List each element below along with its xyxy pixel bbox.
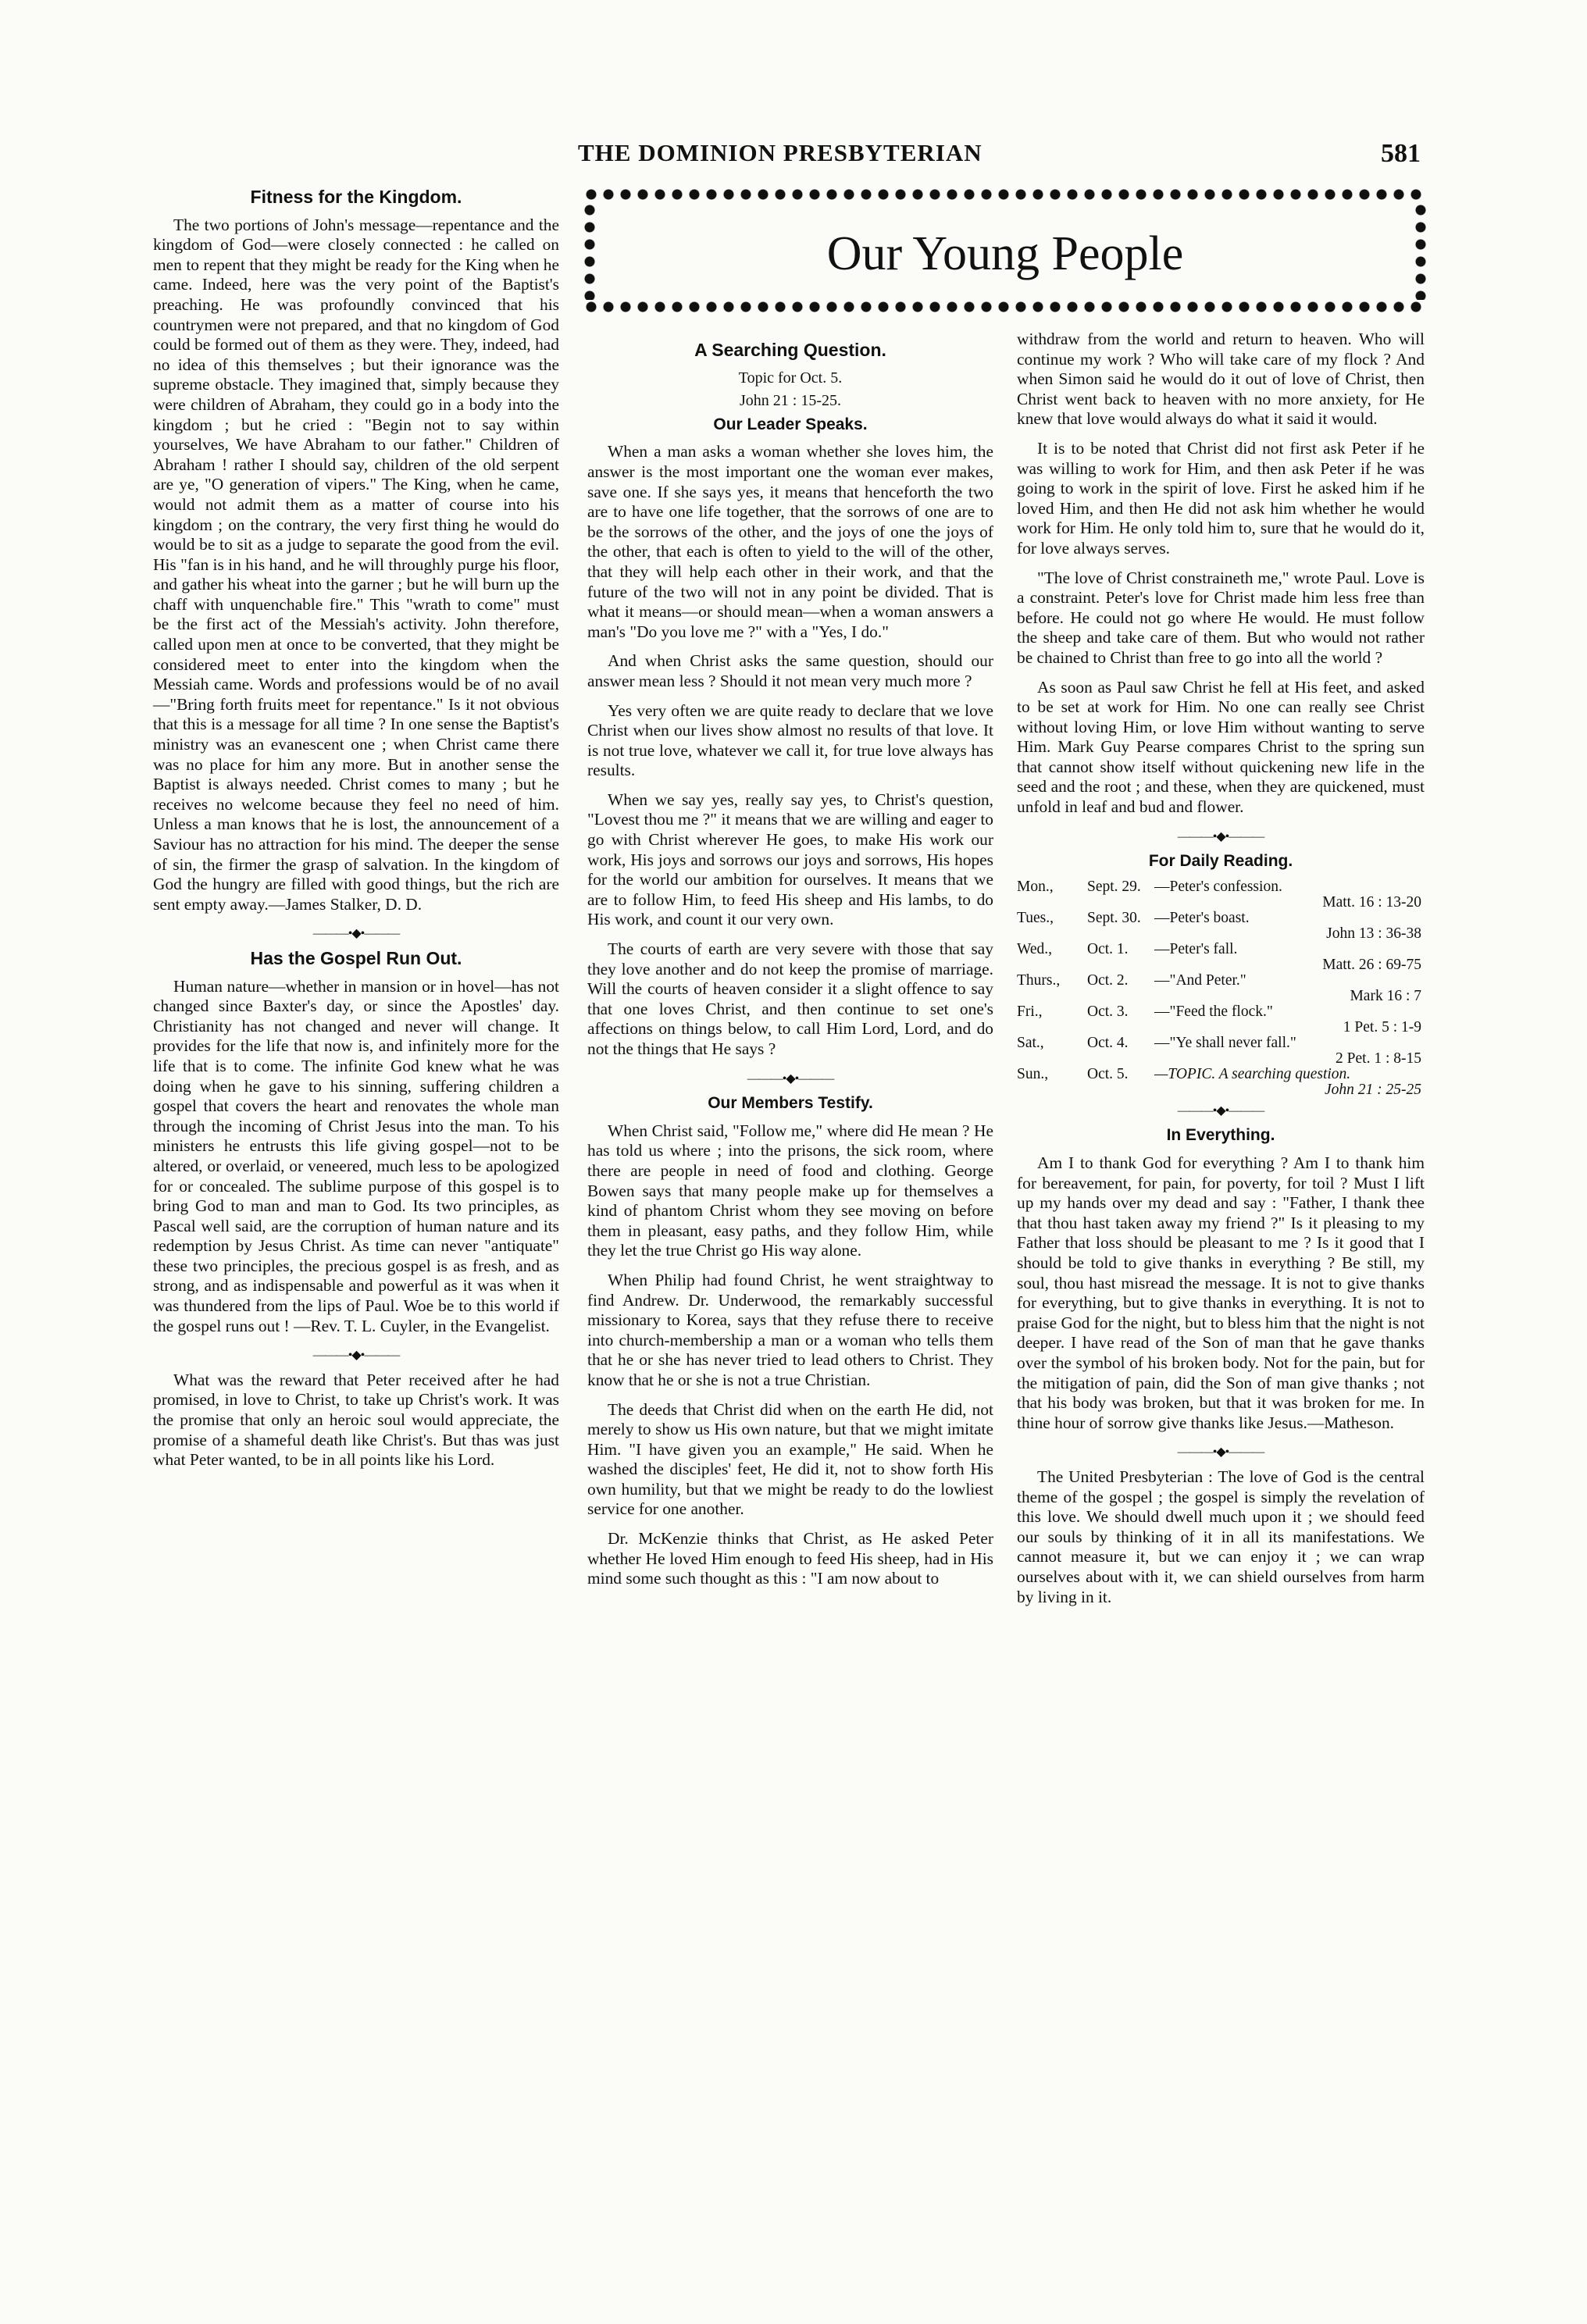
section-divider: ———•◆•——— <box>1177 1103 1264 1117</box>
table-row <box>1017 942 1425 957</box>
reading-day: Tues., <box>1017 909 1054 926</box>
banner-border-bottom <box>583 300 1428 314</box>
page-number: 581 <box>1381 139 1421 168</box>
column-left <box>153 184 559 1480</box>
reading-reference: 2 Pet. 1 : 8-15 <box>1336 1050 1421 1067</box>
reading-day: Sat., <box>1017 1034 1044 1051</box>
reading-reference: Mark 16 : 7 <box>1350 987 1421 1004</box>
reading-day: Sun., <box>1017 1065 1049 1082</box>
scripture-reference: John 21 : 15-25. <box>740 392 841 410</box>
article-paragraph: The courts of earth are very severe with those that say they love another and do not keep the promise of marriage. Will the courts of heaven consider it a slight offence to say that one loves Christ, and then continue to set one's affections on things below, to call Him Lord, Lord, and do not the things that He says ? <box>587 939 993 1058</box>
table-row <box>1017 879 1425 895</box>
subheading: Our Members Testify. <box>708 1094 873 1113</box>
reading-date: Oct. 3. <box>1087 1003 1129 1020</box>
table-row <box>1017 1004 1425 1020</box>
reading-date: Oct. 5. <box>1087 1065 1129 1082</box>
reading-reference: John 21 : 25-25 <box>1324 1081 1421 1098</box>
reading-day: Mon., <box>1017 878 1054 895</box>
table-row <box>1017 895 1425 911</box>
section-banner <box>583 187 1428 314</box>
table-row <box>1017 1020 1425 1035</box>
reading-day: Fri., <box>1017 1003 1043 1020</box>
article-paragraph: And when Christ asks the same question, should our answer mean less ? Should it not mean very much more ? <box>587 651 993 690</box>
table-row <box>1017 989 1425 1004</box>
article-paragraph: The two portions of John's message—repentance and the kingdom of God—were closely connected : he called on men to repent that they might be ready for the King when he came. Indeed, here was the very point of the Baptist's preaching. He was profoundly convinced that his countrymen were not prepared, and that no kingdom of God could be formed out of them as they were. They, indeed, had no idea of this themselves ; but their ignorance was the supreme obstacle. They imagined that, simply because they were children of Abraham, they could go in a body into the kingdom ; but he cried : "Begin not to say within yourselves, We have Abraham to our father." Children of Abraham ! rather I should say, children of the old serpent are ye, "O generation of vipers." The King, when he came, would not admit them as a matter of course into his kingdom ; on the contrary, the very first thing he would do would be to sit as a judge to separate the good from the evil. His "fan is in his hand, and he will throughly purge his floor, and gather his wheat into the garner ; but he will burn up the chaff with unquenchable fire." This "wrath to come" must be the first act of the Messiah's activity. John therefore, called upon men at once to be converted, that they might be considered meet to enter into the kingdom when the Messiah came. Words and professions would be of no avail—"Bring forth fruits meet for repentance." Is it not obvious that this is a message for all time ? In one sense the Baptist's ministry was an evanescent one ; when Christ came there was no place for him any more. But in another sense the Baptist is always needed. Christ comes to many ; but he receives no welcome because they feel no need of him. Unless a man knows that he is lost, the announcement of a Saviour has no attraction for his mind. The deeper the sense of sin, the firmer the grasp of salvation. In the kingdom of God the hungry are filled with good things, but the rich are sent empty away.—James Stalker, D. D. <box>153 215 559 914</box>
section-divider: ———•◆•——— <box>1177 1445 1264 1460</box>
reading-reference: Matt. 26 : 69-75 <box>1322 956 1421 973</box>
table-row <box>1017 1067 1425 1082</box>
subheading: For Daily Reading. <box>1148 852 1293 871</box>
reading-title: —Peter's confession. <box>1154 878 1282 895</box>
reading-date: Oct. 1. <box>1087 940 1129 957</box>
article-paragraph: Human nature—whether in mansion or in hovel—has not changed since Baxter's day, or since the Apostles' day. Christianity has not changed and never will change. It provides for the life that now is, and infinitely more for the life that is to come. The infinite God knew what he was doing when he gave to his sinning, suffering children a gospel that covers the heart and renovates the whole man through the incoming of Christ Jesus into the man. To his ministers he entrusts this life giving gospel—not to be altered, or overlaid, or veneered, much less to be apologized for or concealed. The sublime purpose of this gospel is to bring God to man and man to God. Its two principles, as Pascal well said, are the corruption of human nature and its redemption by Jesus Christ. As time can never "antiquate" these two principles, the precious gospel is as fresh, and as strong, and as indispensable and powerful as it was when it was thundered from the lips of Paul. Woe be to this world if the gospel runs out ! —Rev. T. L. Cuyler, in the Evangelist. <box>153 976 559 1335</box>
topic-line: Topic for Oct. 5. <box>738 369 843 387</box>
column-right <box>1017 330 1425 1616</box>
article-paragraph: It is to be noted that Christ did not first ask Peter if he was willing to work for Him, and then ask Peter if he was going to work in the spirit of love. First he asked him if he loved Him, and then He did not ask him whether he would work for Him. He only told him to, sure that he would do it, for love always serves. <box>1017 438 1425 558</box>
section-title: Our Young People <box>826 227 1184 280</box>
article-paragraph: "The love of Christ constraineth me," wrote Paul. Love is a constraint. Peter's love for Christ made him less free than before. He could not go where He would. He must follow the sheep and take care of them. But who would not rather be chained to Christ than free to go into all the world ? <box>1017 568 1425 667</box>
column-middle <box>587 337 993 1599</box>
reading-title: —Peter's boast. <box>1154 909 1250 926</box>
article-paragraph: When a man asks a woman whether she loves him, the answer is the most important one the woman ever makes, save one. If she says yes, it means that henceforth the two are to have one life together, that the sorrows of one are to be the sorrows of the other, and the joys of one the joys of the other, that each is often to yield to the will of the other, that they will help each other in their work, and that the future of the two will not in any point be divided. That is what it means—or should mean—when a woman answers a man's "Do you love me ?" with a "Yes, I do." <box>587 442 993 641</box>
section-divider: ———•◆•——— <box>312 1349 400 1363</box>
article-paragraph: What was the reward that Peter received after he had promised, in love to Christ, to take up Christ's work. It was the promise that only an heroic soul would appreciate, the promise of a shameful death like Christ's. But thas was just what Peter wanted, to be in all points like his Lord. <box>153 1370 559 1470</box>
reading-title: —Peter's fall. <box>1154 940 1238 957</box>
article-paragraph: When Christ said, "Follow me," where did He mean ? He has told us where ; into the prisons, the sick room, where there are people in need of food and clothing. George Bowen says that many people make up for themselves a kind of phantom Christ whom they see moving on before them in pleasant, easy paths, and they follow Him, while they let the true Christ go His way alone. <box>587 1121 993 1260</box>
daily-readings-table <box>1017 879 1425 1098</box>
article-paragraph: The deeds that Christ did when on the earth He did, not merely to show us His own nature, but that we might imitate Him. "I have given you an example," He said. When he washed the disciples' feet, He did it, not to show forth His own humility, but that we might be ready to do the lowliest service for one another. <box>587 1399 993 1519</box>
article-paragraph: Am I to thank God for everything ? Am I to thank him for bereavement, for pain, for poverty, for toil ? Must I lift up my hands over my dead and say : "Father, I thank thee that thou hast taken away my friend ?" Is it pleasing to my Father that loss should be pleasant to me ? Is it good that I should be told to give thanks in everything ? Be still, my soul, thou hast misread the message. It is not to give thanks for everything, but to give thanks in everything. It is not to praise God for the night, but to bless him that the night is not deeper. I have read of the Son of man that he gave thanks over the symbol of his broken body. Not for the pain, but for the mitigation of pain, did the Son of man give thanks ; not that his body was broken, but that it was broken for me. In thine hour of sorrow give thanks like Jesus.—Matheson. <box>1017 1153 1425 1432</box>
reading-reference: Matt. 16 : 13-20 <box>1322 893 1421 911</box>
reading-date: Sept. 29. <box>1087 878 1141 895</box>
article-paragraph: As soon as Paul saw Christ he fell at His feet, and asked to be set at work for Him. No one can really see Christ without loving Him, or love Him without wanting to serve Him. Mark Guy Pearse compares Christ to the spring sun that cannot show itself without quickening new life in the seed and the root ; and these, when they are quickened, must unfold in leaf and bud and flower. <box>1017 677 1425 817</box>
reading-title: —"And Peter." <box>1154 971 1246 989</box>
article-heading: Has the Gospel Run Out. <box>250 947 462 968</box>
article-paragraph: When Philip had found Christ, he went straightway to find Andrew. Dr. Underwood, the remarkably successful missionary to Korea, says that they refuse there to receive into church-membership a man or a woman who tells them that he or she has never tried to lead others to Christ. They know that he or she is not a true Christian. <box>587 1270 993 1389</box>
reading-date: Sept. 30. <box>1087 909 1141 926</box>
article-paragraph: Dr. McKenzie thinks that Christ, as He asked Peter whether He loved Him enough to feed His sheep, had in His mind some such thought as this : "I am now about to <box>587 1529 993 1588</box>
table-row <box>1017 1035 1425 1051</box>
reading-day: Thurs., <box>1017 971 1061 989</box>
article-paragraph: withdraw from the world and return to heaven. Who will continue my work ? Who will take care of my flock ? And when Simon said he would do it out of love of Christ, then Christ went back to heaven with no more anxiety, for He knew that love would always do what it said it would. <box>1017 330 1425 429</box>
section-divider: ———•◆•——— <box>1177 829 1264 843</box>
subheading: In Everything. <box>1166 1126 1275 1145</box>
table-row <box>1017 926 1425 942</box>
reading-title: —"Ye shall never fall." <box>1154 1034 1296 1051</box>
table-row <box>1017 957 1425 973</box>
reading-reference: John 13 : 36-38 <box>1326 925 1421 942</box>
reading-day: Wed., <box>1017 940 1052 957</box>
reading-title: —TOPIC. A searching question. <box>1154 1065 1351 1082</box>
article-heading: Fitness for the Kingdom. <box>250 187 462 207</box>
subheading: Our Leader Speaks. <box>713 415 868 433</box>
reading-date: Oct. 4. <box>1087 1034 1129 1051</box>
reading-reference: 1 Pet. 5 : 1-9 <box>1343 1018 1421 1035</box>
running-title: THE DOMINION PRESBYTERIAN <box>578 139 983 166</box>
section-divider: ———•◆•——— <box>747 1071 834 1085</box>
article-paragraph: The United Presbyterian : The love of God is the central theme of the gospel ; the gospel is simply the revelation of this love. We should dwell much upon it ; we should feed our souls by thinking of it in all its manifestations. We cannot measure it, but we can enjoy it ; we can wrap ourselves about with it, we can shield ourselves from harm by living in it. <box>1017 1467 1425 1606</box>
section-divider: ———•◆•——— <box>312 927 400 941</box>
banner-border-top <box>583 187 1428 201</box>
table-row <box>1017 911 1425 926</box>
reading-title: —"Feed the flock." <box>1154 1003 1273 1020</box>
table-row <box>1017 1082 1425 1098</box>
article-heading: A Searching Question. <box>694 340 886 360</box>
table-row <box>1017 1051 1425 1067</box>
table-row <box>1017 973 1425 989</box>
reading-date: Oct. 2. <box>1087 971 1129 989</box>
article-paragraph: Yes very often we are quite ready to declare that we love Christ when our lives show almost no results of that love. It is not true love, whatever we call it, for true love always has results. <box>587 700 993 780</box>
article-paragraph: When we say yes, really say yes, to Christ's question, "Lovest thou me ?" it means that we are willing and eager to go with Christ wherever He goes, to make His work our work, His joys and sorrows our joys and sorrows, His hopes for the world our ambition for ourselves. It means that we are to follow Him, to feed His sheep and His lambs, to do His work, and count it our very own. <box>587 790 993 929</box>
